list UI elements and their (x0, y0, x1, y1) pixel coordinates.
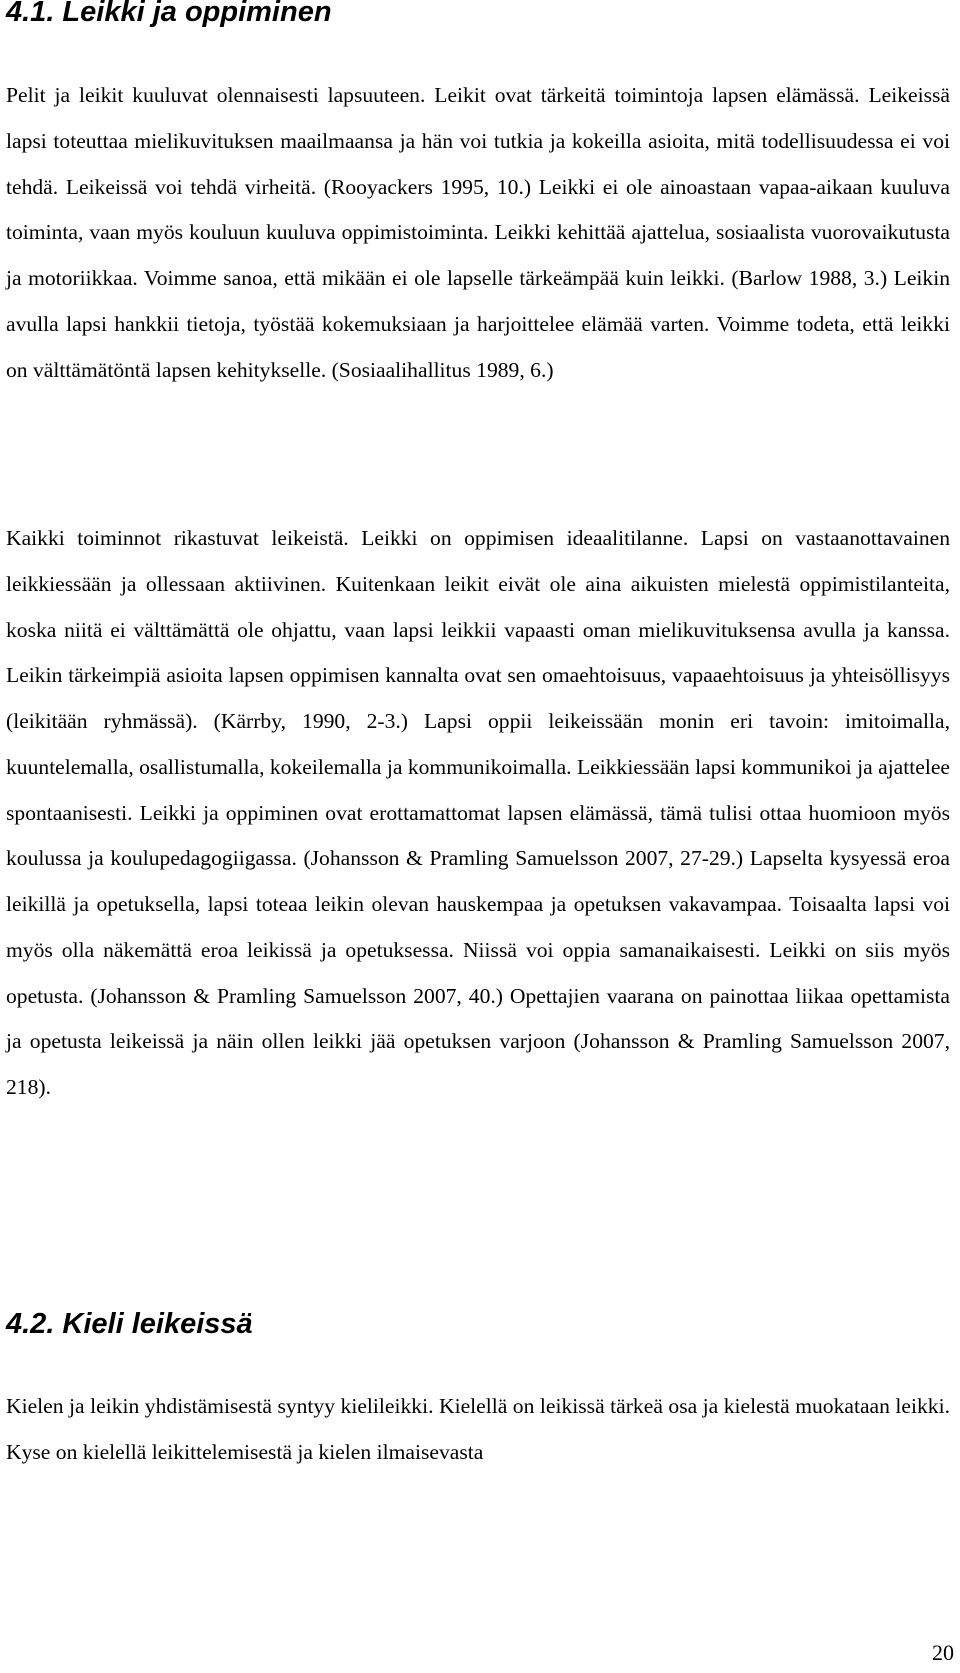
section-heading-4-1: 4.1. Leikki ja oppiminen (6, 0, 332, 28)
paragraph-4-1-b: Kaikki toiminnot rikastuvat leikeistä. Leikki on oppimisen ideaalitilanne. Lapsi on vastaanottavainen leikkiessään ja ollessaan aktiivinen. Kuitenkaan leikit eivät ole aina aikuisten mielestä oppimistilanteita, koska niitä ei välttämättä ole ohjattu, vaan lapsi leikkii vapaasti oman mielikuvituksensa avulla ja kanssa. Leikin tärkeimpiä asioita lapsen oppimisen kannalta ovat sen omaehtoisuus, vapaaehtoisuus ja yhteisöllisyys (leikitään ryhmässä). (Kärrby, 1990, 2-3.) Lapsi oppii leikeissään monin eri tavoin: imitoimalla, kuuntelemalla, osallistumalla, kokeilemalla ja kommunikoimalla. Leikkiessään lapsi kommunikoi ja ajattelee spontaanisesti. Leikki ja oppiminen ovat erottamattomat lapsen elämässä, tämä tulisi ottaa huomioon myös koulussa ja koulupedagogiigassa. (Johansson & Pramling Samuelsson 2007, 27-29.) Lapselta kysyessä eroa leikillä ja opetuksella, lapsi toteaa leikin olevan hauskempaa ja opetuksen vakavampaa. Toisaalta lapsi voi myös olla näkemättä eroa leikissä ja opetuksessa. Niissä voi oppia samanaikaisesti. Leikki on siis myös opetusta. (Johansson & Pramling Samuelsson 2007, 40.) Opettajien vaarana on painottaa liikaa opettamista ja opetusta leikeissä ja näin ollen leikki jää opetuksen varjoon (Johansson & Pramling Samuelsson 2007, 218). (6, 526, 950, 1099)
paragraph-4-2: Kielen ja leikin yhdistämisestä syntyy kielileikki. Kielellä on leikissä tärkeä osa ja kielestä muokataan leikki. Kyse on kielellä leikittelemisestä ja kielen ilmaisevasta (6, 1394, 950, 1464)
section-heading-4-2: 4.2. Kieli leikeissä (6, 1308, 253, 1340)
page-number: 20 (932, 1640, 954, 1665)
paragraph-4-1-a: Pelit ja leikit kuuluvat olennaisesti lapsuuteen. Leikit ovat tärkeitä toimintoja lapsen elämässä. Leikeissä lapsi toteuttaa mielikuvituksen maailmaansa ja hän voi tutkia ja kokeilla asioita, mitä todellisuudessa ei voi tehdä. Leikeissä voi tehdä virheitä. (Rooyackers 1995, 10.) Leikki ei ole ainoastaan vapaa-aikaan kuuluva toiminta, vaan myös kouluun kuuluva oppimistoiminta. Leikki kehittää ajattelua, sosiaalista vuorovaikutusta ja motoriikkaa. Voimme sanoa, että mikään ei ole lapselle tärkeämpää kuin leikki. (Barlow 1988, 3.) Leikin avulla lapsi hankkii tietoja, työstää kokemuksiaan ja harjoittelee elämää varten. Voimme todeta, että leikki on välttämätöntä lapsen kehitykselle. (Sosiaalihallitus 1989, 6.) (6, 83, 950, 382)
